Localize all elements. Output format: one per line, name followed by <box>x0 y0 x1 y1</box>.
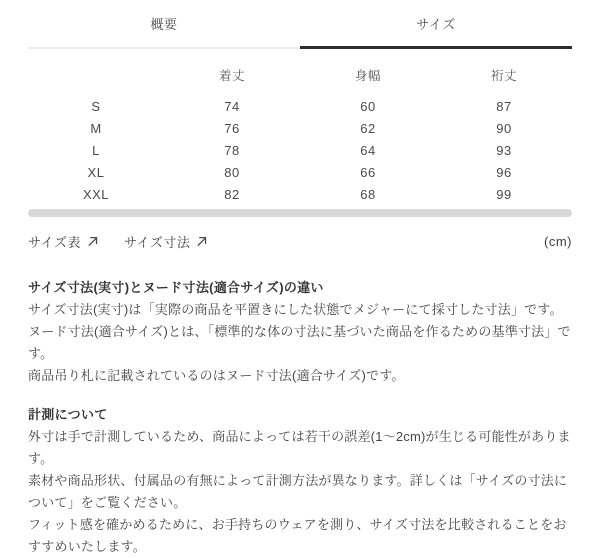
size-label: XXL <box>82 186 110 202</box>
table-horizontal-scrollbar[interactable] <box>28 209 572 217</box>
size-label: S <box>91 98 101 114</box>
value-sleeve: 99 <box>496 186 512 202</box>
column-header-length: 着丈 <box>218 69 245 83</box>
value-sleeve: 90 <box>496 120 512 136</box>
section-heading: サイズ寸法(実寸)とヌード寸法(適合サイズ)の違い <box>28 280 324 295</box>
table-footer-row <box>28 232 572 251</box>
size-measurement-link[interactable] <box>124 232 207 251</box>
table-row-s <box>28 95 572 117</box>
external-link-icon <box>196 236 207 247</box>
value-sleeve: 93 <box>496 142 512 158</box>
value-width: 64 <box>360 142 376 158</box>
tab-size[interactable]: サイズ <box>300 0 572 49</box>
size-chart-link[interactable] <box>28 232 98 251</box>
value-width: 66 <box>360 164 376 180</box>
value-width: 62 <box>360 120 376 136</box>
column-header-width: 身幅 <box>354 69 381 83</box>
section-heading: 計測について <box>28 407 108 422</box>
section-size-vs-nude <box>28 277 572 387</box>
value-length: 78 <box>224 142 240 158</box>
size-measurement-link-label: サイズ寸法 <box>123 235 191 250</box>
value-length: 80 <box>224 164 240 180</box>
size-label: L <box>92 142 100 158</box>
value-length: 74 <box>224 98 240 114</box>
external-link-icon <box>87 236 98 247</box>
section-measurement <box>28 404 572 558</box>
size-chart-link-label: サイズ表 <box>28 235 81 250</box>
section-paragraph: 外寸は手で計測しているため、商品によっては若干の誤差(1〜2cm)が生じる可能性があります。 <box>28 429 571 466</box>
table-row-xxl <box>28 183 572 205</box>
section-paragraph: 素材や商品形状、付属品の有無によって計測方法が異なります。詳しくは「サイズの寸法について」をご覧ください。 <box>28 473 568 510</box>
tab-overview[interactable]: 概要 <box>28 0 300 49</box>
size-label: M <box>90 120 102 136</box>
size-table <box>28 64 572 205</box>
unit-label: (cm) <box>544 234 572 249</box>
value-width: 68 <box>360 186 376 202</box>
tab-bar <box>28 0 572 49</box>
value-length: 76 <box>224 120 240 136</box>
section-paragraph: サイズ寸法(実寸)は「実際の商品を平置きにした状態でメジャーにて採寸した寸法」です。 <box>28 302 563 317</box>
section-paragraph: 商品吊り札に記載されているのはヌード寸法(適合サイズ)です。 <box>28 368 405 383</box>
table-row-l <box>28 139 572 161</box>
section-paragraph: フィット感を確かめるために、お手持ちのウェアを測り、サイズ寸法を比較されることをおすすめいたします。 <box>28 517 567 554</box>
section-paragraph: ヌード寸法(適合サイズ)とは、「標準的な体の寸法に基づいた商品を作るための基準寸法」です。 <box>28 324 571 361</box>
value-length: 82 <box>224 186 240 202</box>
value-sleeve: 96 <box>496 164 512 180</box>
size-table-header-row <box>28 64 572 86</box>
value-width: 60 <box>360 98 376 114</box>
table-row-xl <box>28 161 572 183</box>
table-row-m <box>28 117 572 139</box>
value-sleeve: 87 <box>496 98 512 114</box>
size-label: XL <box>87 164 105 180</box>
column-header-sleeve: 裄丈 <box>490 69 517 83</box>
